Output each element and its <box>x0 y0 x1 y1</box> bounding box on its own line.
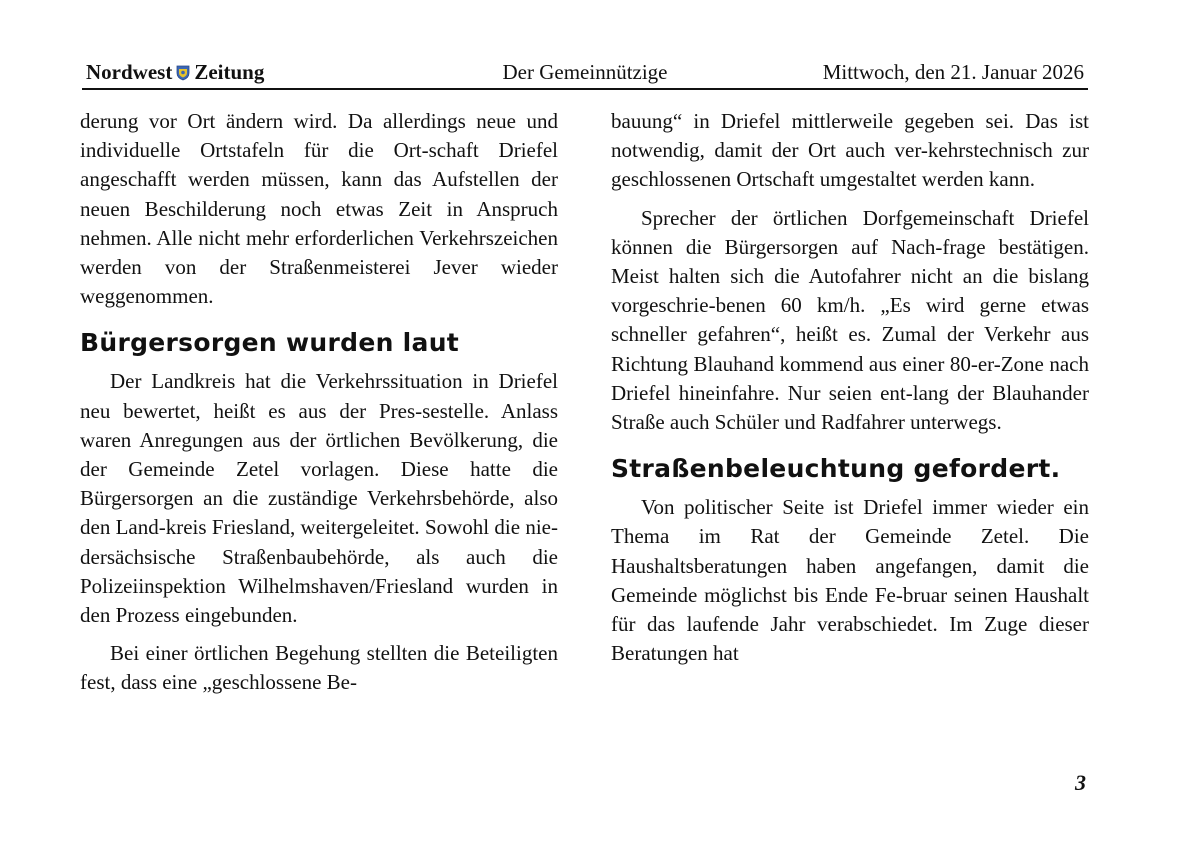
subheading: Straßenbeleuchtung gefordert. <box>611 454 1061 484</box>
article-paragraph: derung vor Ort ändern wird. Da allerdings neue und individuelle Ortstafeln für die Ort-schaft Driefel angeschafft werden müssen, kann das Aufstellen der neuen Beschilderung noch etwas Zeit in Anspruch nehmen. Alle nicht mehr erforderlichen Verkehrszeichen werden von der Straßenmeisterei Jever wieder weggenommen. <box>80 109 558 309</box>
issue-date: Mittwoch, den 21. Januar 2026 <box>822 60 1084 84</box>
article-paragraph: bauung“ in Driefel mittlerweile gegeben sei. Das ist notwendig, damit der Ort auch ver-kehrstechnisch zur geschlossenen Ortschaft umgestaltet werden kann. <box>611 109 1089 192</box>
right-column <box>611 107 1089 668</box>
article-paragraph: Sprecher der örtlichen Dorfgemeinschaft Driefel können die Bürgersorgen auf Nach-frage bestätigen. Meist halten sich die Autofahrer nicht an die bislang vorgeschrie-benen 60 km/h. „Es wird gerne etwas schneller gefahren“, heißt es. Zumal der Verkehr aus Richtung Blauhand kommend aus einer 80-er-Zone nach Driefel hineinfahre. Nur seien ent-lang der Blauhander Straße auch Schüler und Radfahrer unterwegs. <box>611 205 1089 435</box>
subheading: Bürgersorgen wurden laut <box>80 328 460 358</box>
masthead-left: Nordwest <box>86 60 173 84</box>
article-paragraph: Bei einer örtlichen Begehung stellten die Beteiligten fest, dass eine „geschlossene Be- <box>80 641 558 695</box>
left-column <box>80 107 558 698</box>
article-paragraph: Von politischer Seite ist Driefel immer wieder ein Thema im Rat der Gemeinde Zetel. Die Haushaltsberatungen haben angefangen, damit die Gemeinde möglichst bis Ende Fe-bruar seinen Haushalt für das laufende Jahr verabschiedet. Im Zuge dieser Beratungen hat <box>611 495 1089 666</box>
masthead-right: Zeitung <box>194 60 265 84</box>
page-number: 3 <box>1075 770 1086 795</box>
page-header <box>82 58 1088 90</box>
section-title: Der Gemeinnützige <box>502 60 668 84</box>
article-paragraph: Der Landkreis hat die Verkehrssituation in Driefel neu bewertet, heißt es aus der Pres-sestelle. Anlass waren Anregungen aus der örtlichen Bevölkerung, die der Gemeinde Zetel vorlagen. Diese hatte die Bürgersorgen an die zuständige Verkehrsbehörde, also den Land-kreis Friesland, weitergeleitet. Sowohl die nie-dersächsische Straßenbaubehörde, als auch die Polizeiinspektion Wilhelmshaven/Friesland wurden in den Prozess eingebunden. <box>80 369 558 628</box>
